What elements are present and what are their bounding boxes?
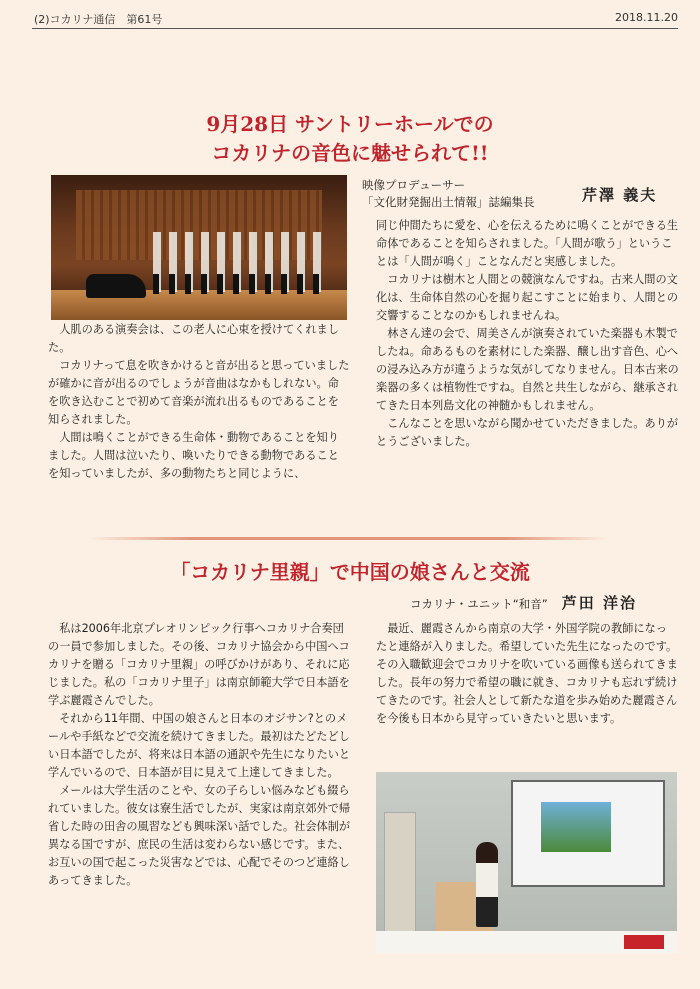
article1-column-right (376, 217, 679, 451)
paragraph: コカリナって息を吹きかけると音が出ると思っていましたが確かに音が出るのでしょうが音曲はなかもしれない。命を吹き込むことで初めて音楽が流れ出るものであることを知らされました。 (48, 359, 350, 426)
paragraph: 人間は鳴くことができる生命体・動物であることを知りました。人間は泣いたり、喚いたりできる動物であることを知っていましたが、多の動物たちと同じように、 (48, 431, 339, 480)
page-header (34, 8, 678, 28)
paragraph: 私は2006年北京プレオリンピック行事へコカリナ合奏団の一員で参加しました。その後、コカリナ協会から中国へコカリナを贈る「コカリナ里親」の呼びかけがあり、それに応じました。私の「コカリナ里子」は南京師範大学で日本語を学ぶ麗霞さんでした。 (48, 622, 350, 707)
newsletter-issue: (2)コカリナ通信 第61号 (34, 13, 163, 26)
article1-title (0, 110, 700, 168)
classroom-photo (376, 772, 677, 953)
paragraph: それから11年間、中国の娘さんと日本のオジサン?とのメールや手紙などで交流を続けてきました。最初はたどたどしい日本語でしたが、将来は日本語の通訳や先生になりたいと学んでいるので、日本語が目に見えて上達してきました。 (48, 712, 351, 779)
article1-title-line: 9月28日 サントリーホールでの (206, 112, 494, 136)
article1-byline (362, 177, 658, 211)
projector-screen (511, 780, 665, 887)
author-title: コカリナ・ユニット“和音” (410, 597, 548, 611)
paragraph: コカリナは樹木と人間との競演なんですね。古来人間の文化は、生命体自然の心を掘り起こすことに始まり、人間との交響することなのかもしれませんね。 (376, 273, 679, 322)
article2-column-right (376, 620, 678, 728)
piano-shape (86, 274, 146, 298)
concert-photo (51, 175, 347, 320)
author-title-line: 映像プロデューサー (362, 178, 466, 192)
paragraph: メールは大学生活のことや、女の子らしい悩みなども綴られていました。彼女は寮生活でしたが、実家は南京郊外で帰省した時の田舎の風習なども興味深い話でした。社会体制が異なる国ですが、庶民の生活は変わらない感じです。また、お互いの国で起こった災害などでは、心配でそのつど連絡しあってきました。 (48, 784, 351, 887)
performer-figure (476, 842, 498, 927)
issue-date: 2018.11.20 (615, 11, 678, 24)
header-rule (32, 28, 678, 29)
paragraph: 同じ仲間たちに愛を、心を伝えるために鳴くことができる生命体であることを知らされました。「人間が歌う」ということは「人間が鳴く」ことなんだと実感しました。 (376, 219, 679, 268)
article1-title-line: コカリナの音色に魅せられて!! (211, 141, 489, 165)
paragraph: こんなことを思いながら聞かせていただきました。ありがとうございました。 (376, 417, 679, 448)
article2-column-left (48, 620, 351, 890)
paragraph: 林さん達の会で、周美さんが演奏されていた楽器も木製でしたね。命あるものを素材にした楽器、醸し出す音色、心への浸み込み方が違うような気がしてなりません。日本古来の楽器の多くは植物性ですね。自然と共生しながら、継承されてきた日本列島文化の神髄かもしれません。 (376, 327, 679, 412)
paragraph: 最近、麗霞さんから南京の大学・外国学院の教師になったと連絡が入りました。希望していた先生になったのです。その入職歓迎会でコカリナを吹いている画像も送られてきました。長年の努力で希望の職に就き、コカリナも忘れず続けてきたのです。社会人として新たな道を歩み始めた麗霞さんを今後も日本から見守っていきたいと思います。 (376, 622, 678, 725)
author-title-line: 「文化財発掘出土情報」誌編集長 (362, 195, 535, 209)
author-name: 芦田 洋治 (561, 594, 637, 612)
section-divider (88, 537, 608, 540)
author-name: 芹澤 義夫 (582, 186, 658, 204)
article2-byline (410, 592, 637, 613)
article2-title: 「コカリナ里親」で中国の娘さんと交流 (170, 560, 530, 584)
paragraph: 人肌のある演奏会は、この老人に心束を授けてくれました。 (48, 323, 339, 354)
article1-column-left (48, 321, 350, 483)
